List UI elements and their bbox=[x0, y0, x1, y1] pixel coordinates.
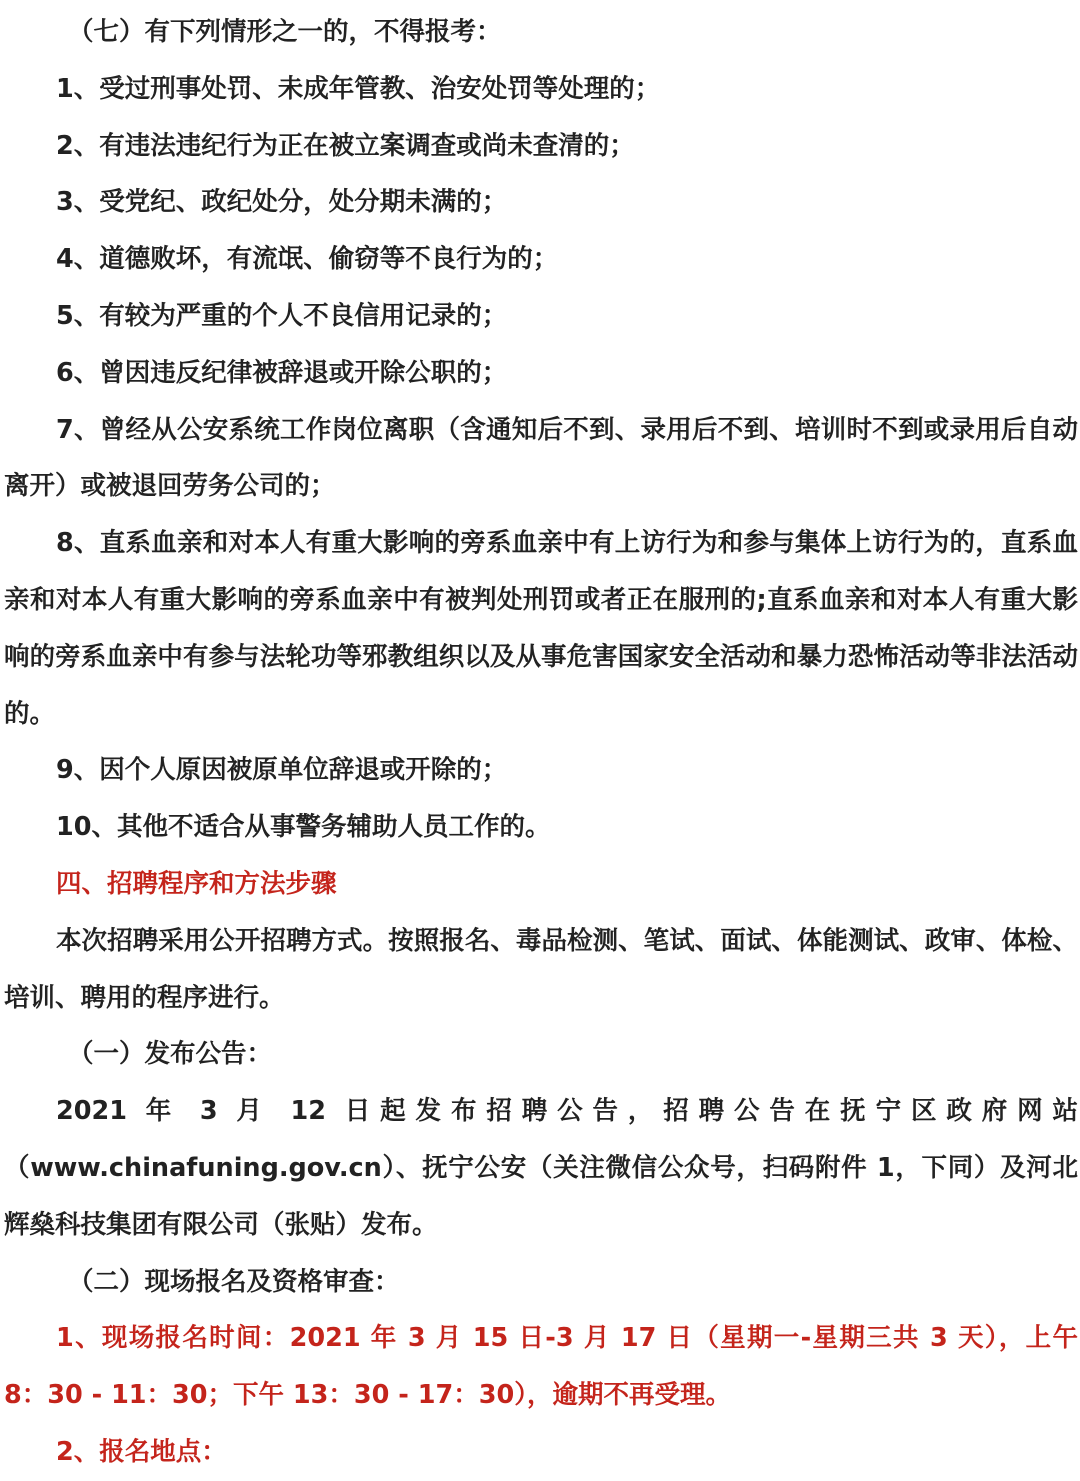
registration-place: 2、报名地点： bbox=[56, 1436, 227, 1467]
list-item: 2、有违法违纪行为正在被立案调查或尚未查清的； bbox=[56, 130, 635, 161]
list-item: 5、有较为严重的个人不良信用记录的； bbox=[56, 300, 508, 331]
subsection-registration-title: （二）现场报名及资格审查： bbox=[68, 1266, 400, 1297]
document-page bbox=[0, 4, 1080, 1477]
heading-disqualifications: （七）有下列情形之一的，不得报考： bbox=[68, 17, 502, 47]
list-item: 8、直系血亲和对本人有重大影响的旁系血亲中有上访行为和参与集体上访行为的，直系血亲和对本人有重大影响的旁系血亲中有被判处刑罚或者正在服刑的;直系血亲和对本人有重大影响的旁系血亲中有参与法轮功等邪教组织以及从事危害国家安全活动和暴力恐怖活动等非法活动的。 bbox=[4, 528, 1078, 729]
subsection-publish-title: （一）发布公告： bbox=[68, 1039, 273, 1070]
list-item: 6、曾因违反纪律被辞退或开除公职的； bbox=[56, 357, 508, 388]
list-item: 3、受党纪、政纪处分，处分期未满的； bbox=[56, 187, 508, 218]
list-item: 1、受过刑事处罚、未成年管教、治安处罚等处理的； bbox=[56, 73, 661, 104]
list-item: 7、曾经从公安系统工作岗位离职（含通知后不到、录用后不到、培训时不到或录用后自动离开）或被退回劳务公司的； bbox=[4, 414, 1078, 502]
section-4-intro: 本次招聘采用公开招聘方式。按照报名、毒品检测、笔试、面试、体能测试、政审、体检、培训、聘用的程序进行。 bbox=[4, 925, 1078, 1013]
publish-channels: （www.chinafuning.gov.cn）、抚宁公安（关注微信公众号，扫码附件 1，下同）及河北辉燊科技集团有限公司（张贴）发布。 bbox=[4, 1152, 1078, 1240]
publish-date-line: 2021 年 3 月 12 日起发布招聘公告，招聘公告在抚宁区政府网站 bbox=[56, 1096, 1078, 1127]
list-item: 4、道德败坏，有流氓、偷窃等不良行为的； bbox=[56, 244, 559, 275]
registration-time: 1、现场报名时间：2021 年 3 月 15 日-3 月 17 日（星期一-星期三共 3 天），上午 8：30 - 11：30；下午 13：30 - 17：30），逾期不再受理。 bbox=[4, 1323, 1078, 1411]
list-item: 9、因个人原因被原单位辞退或开除的； bbox=[56, 755, 508, 786]
section-4-title: 四、招聘程序和方法步骤 bbox=[56, 868, 337, 899]
list-item: 10、其他不适合从事警务辅助人员工作的。 bbox=[56, 812, 551, 843]
